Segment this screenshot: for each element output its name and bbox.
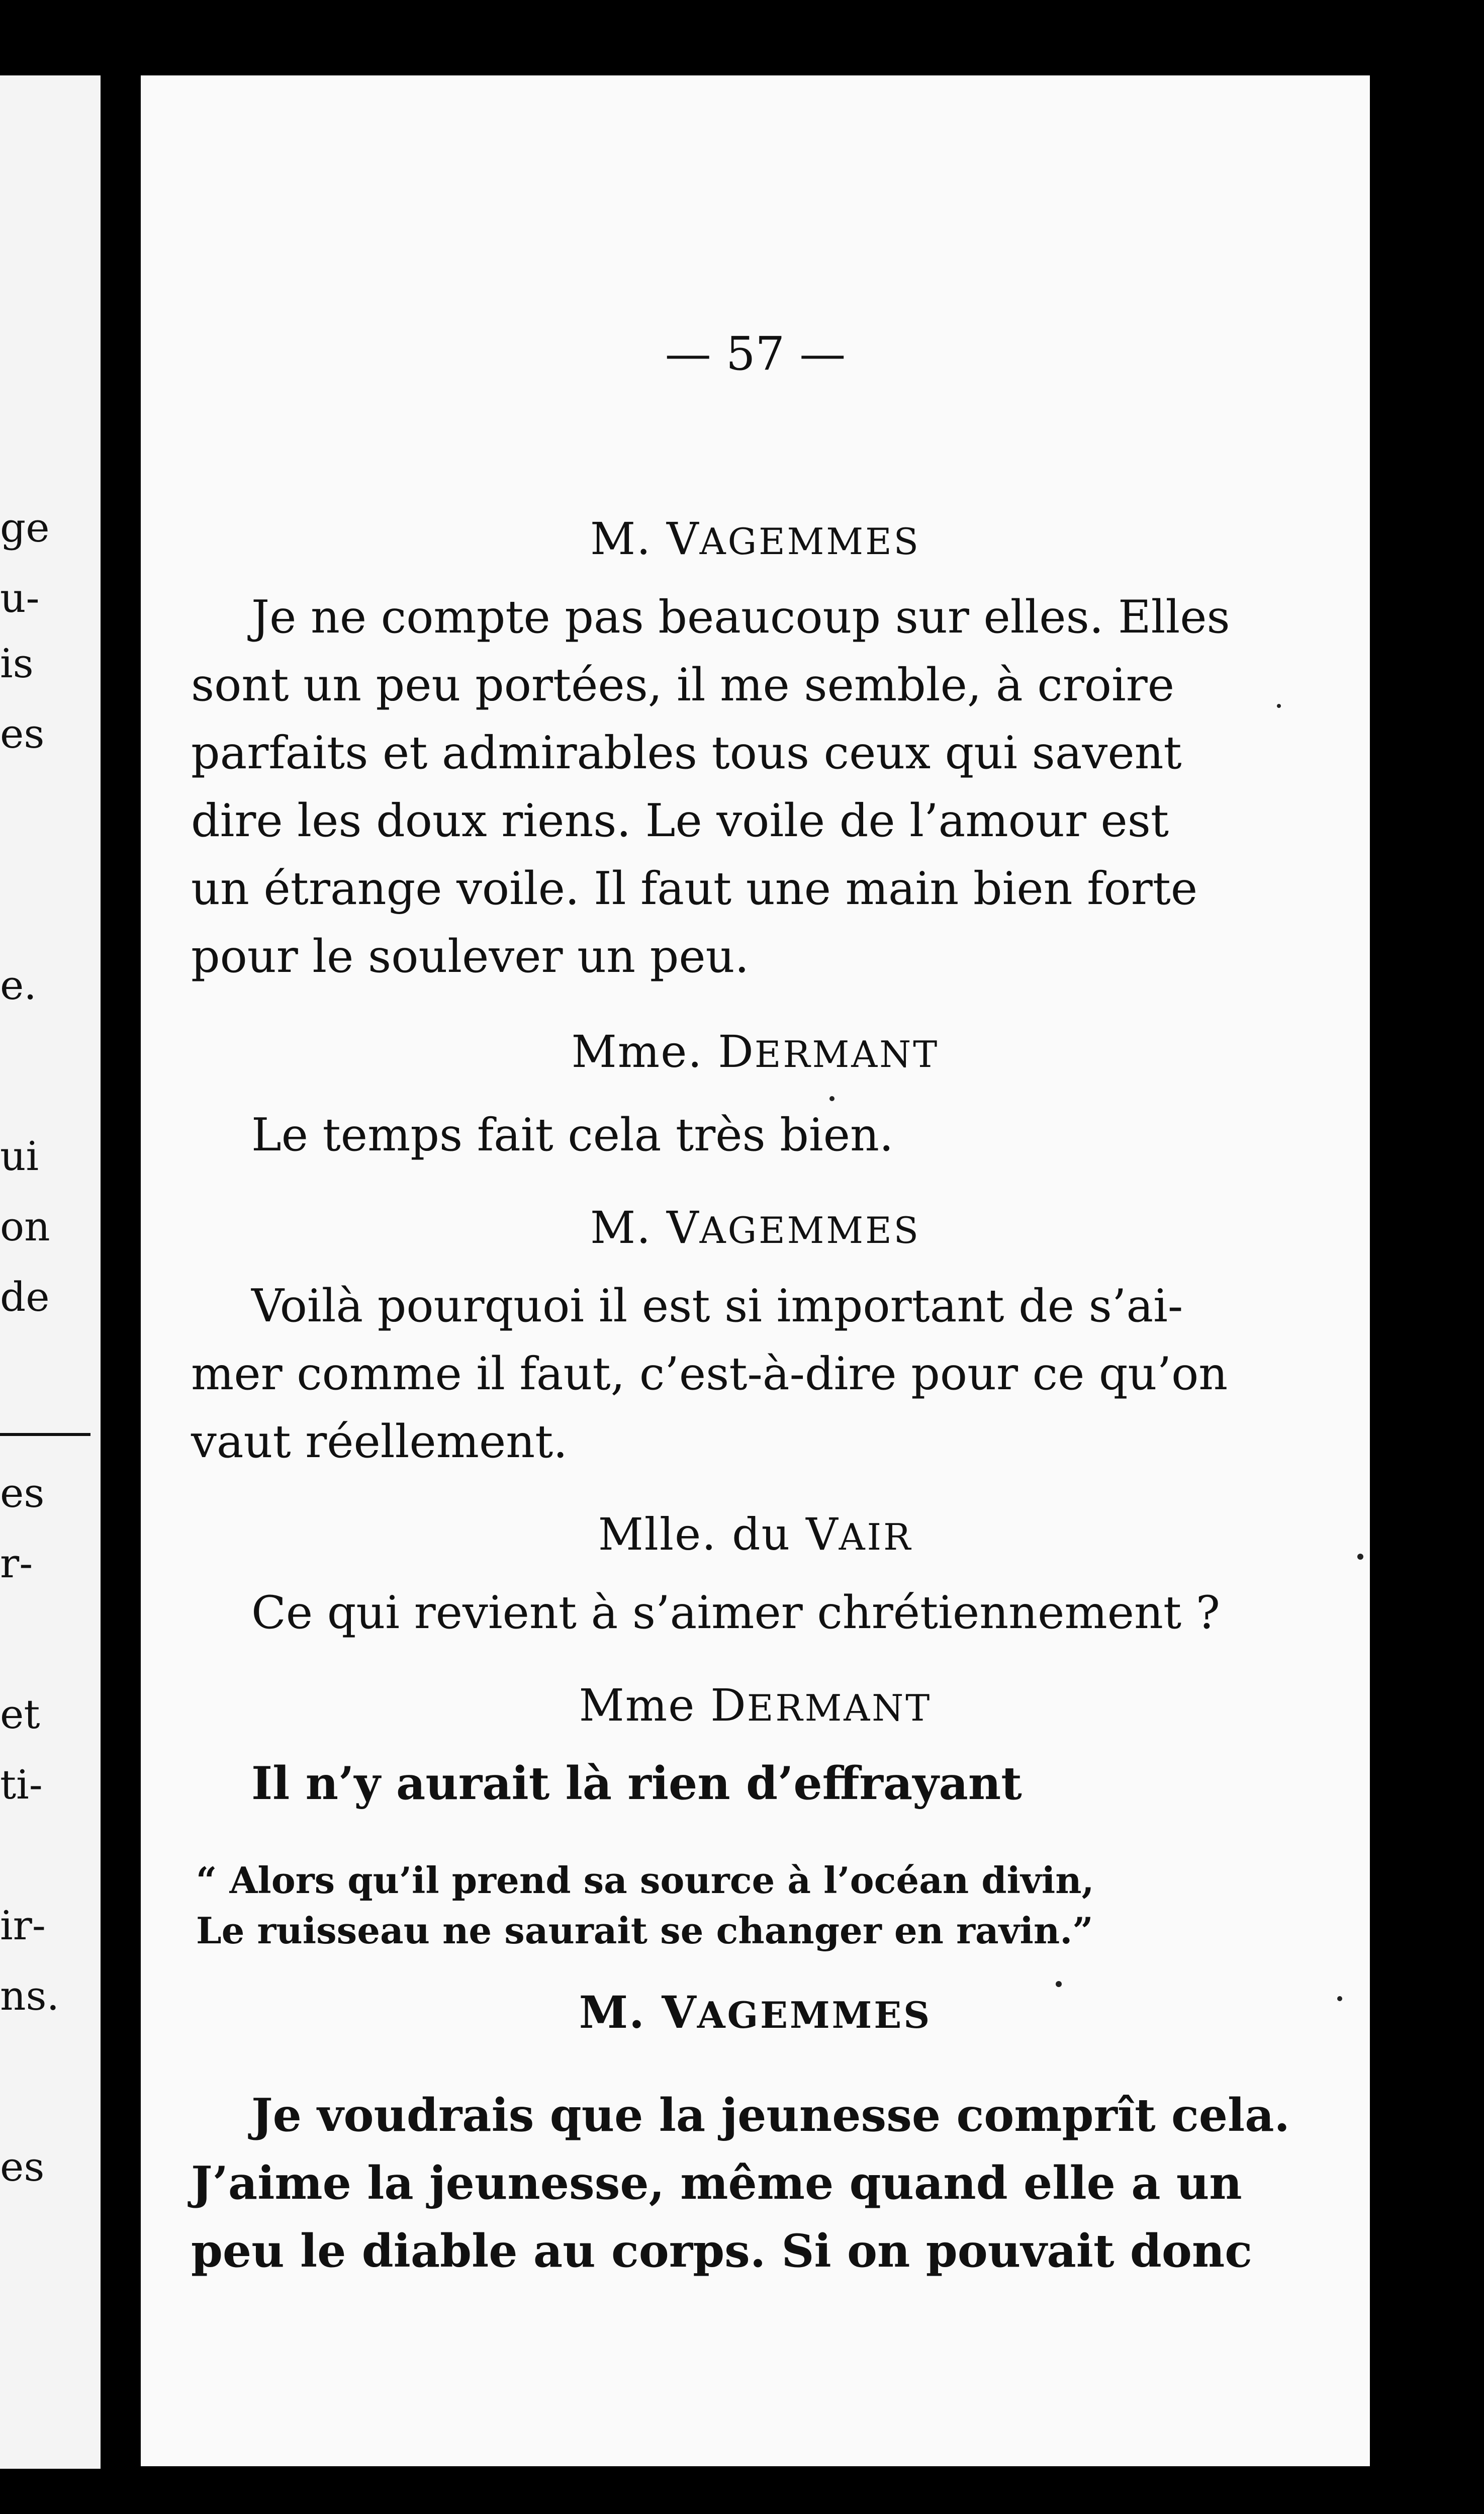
fragment: es: [0, 1470, 45, 1516]
text-line: Je voudrais que la jeunesse comprît cela.: [251, 2089, 1290, 2142]
speaker-name: M. VAGEMMES: [590, 513, 920, 565]
divider-rule: [0, 1433, 90, 1436]
scan-speck: [1337, 1996, 1342, 2001]
text-line: sont un peu portées, il me semble, à croire: [191, 659, 1175, 711]
dialogue-paragraph: [191, 583, 1230, 991]
speaker-name: Mme. DERMANT: [571, 1026, 940, 1078]
text-line: mer comme il faut, c’est-à-dire pour ce qu’on: [191, 1348, 1228, 1400]
fragment: ge: [0, 504, 50, 551]
fragment: ti-: [0, 1761, 43, 1808]
fragment: on: [0, 1203, 50, 1250]
facing-page-fragment: [0, 75, 101, 2469]
fragment: r-: [0, 1540, 33, 1587]
text-line: Le temps fait cela très bien.: [251, 1109, 894, 1161]
fragment: es: [0, 2143, 45, 2190]
page-edge: [1370, 75, 1385, 2466]
text-line: Je ne compte pas beaucoup sur elles. Elles: [251, 591, 1230, 644]
dialogue-paragraph: [191, 1579, 1221, 1647]
fragment: is: [0, 640, 34, 687]
text-line: peu le diable au corps. Si on pouvait donc: [191, 2224, 1253, 2278]
text-line: parfaits et admirables tous ceux qui savent: [191, 727, 1182, 779]
text-line: Il n’y aurait là rien d’effrayant: [251, 1757, 1022, 1810]
verse-quote: [196, 1855, 1151, 1956]
text-line: Voilà pourquoi il est si important de s’ai-: [251, 1280, 1183, 1332]
fragment: es: [0, 710, 45, 757]
scan-speck: [1277, 704, 1281, 708]
dialogue-paragraph: [191, 1272, 1228, 1476]
verse-line: “ Alors qu’il prend sa source à l’océan divin,: [196, 1859, 1094, 1902]
text-line: J’aime la jeunesse, même quand elle a un: [191, 2157, 1242, 2210]
fragment: ns.: [0, 1972, 60, 2019]
book-page: [141, 75, 1370, 2466]
fragment: u-: [0, 575, 40, 621]
text-line: un étrange voile. Il faut une main bien forte: [191, 862, 1198, 915]
scan-speck: [1357, 1554, 1363, 1560]
text-line: pour le soulever un peu.: [191, 930, 750, 983]
fragment: de: [0, 1274, 50, 1320]
speaker-name: M. VAGEMMES: [579, 1986, 932, 2038]
dialogue-paragraph: [191, 1750, 1207, 1818]
speaker-name: Mme DERMANT: [579, 1679, 932, 1731]
fragment: et: [0, 1691, 40, 1738]
text-line: Ce qui revient à s’aimer chrétiennement ?: [251, 1586, 1221, 1639]
speaker-name: Mlle. du VAIR: [598, 1508, 913, 1560]
fragment: ir-: [0, 1902, 46, 1949]
dialogue-paragraph: [191, 1101, 1207, 1169]
fragment: ui: [0, 1133, 39, 1180]
scan-speck: [1056, 1981, 1062, 1987]
dialogue-paragraph: [191, 2082, 1290, 2285]
page-number: — 57 —: [665, 327, 846, 381]
verse-line: Le ruisseau ne saurait se changer en ravin.”: [196, 1909, 1093, 1952]
text-line: vaut réellement.: [191, 1415, 568, 1468]
scan-speck: [829, 1096, 834, 1101]
text-line: dire les doux riens. Le voile de l’amour est: [191, 794, 1169, 847]
speaker-name: M. VAGEMMES: [590, 1202, 920, 1253]
fragment: e.: [0, 962, 37, 1009]
